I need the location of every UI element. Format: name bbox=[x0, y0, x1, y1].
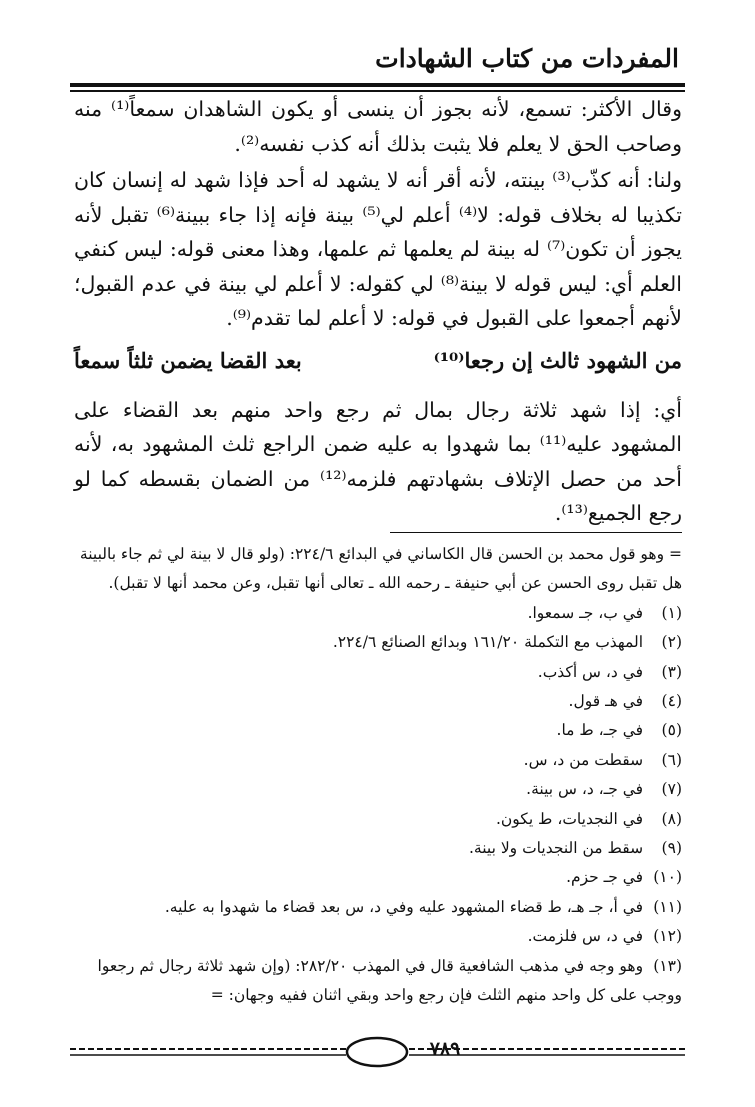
footnote-item bbox=[74, 834, 682, 863]
footnote-text: في جـ حزم. bbox=[566, 868, 644, 887]
paragraph-1: وقال الأكثر: تسمع، لأنه بجوز أن ينسى أو يكون الشاهدان سمعاً⁽¹⁾ منه وصاحب الحق لا يعلم فلا يثبت بذلك أنه كذب نفسه⁽²⁾. bbox=[74, 97, 682, 156]
footnote-item bbox=[74, 716, 682, 745]
verse-first-hemistich: من الشهود ثالث إن رجعا⁽¹⁰⁾ bbox=[433, 347, 682, 373]
footnote-text: في د، س أكذب. bbox=[537, 662, 644, 681]
footnote-text: في النجديات، ط يكون. bbox=[495, 809, 644, 828]
main-text bbox=[74, 92, 682, 531]
footnote-number: (١٢) bbox=[653, 927, 682, 946]
footnote-number: (٥) bbox=[661, 721, 682, 740]
page-number: ٧٨٩ bbox=[429, 1038, 461, 1060]
running-header-title: المفردات من كتاب الشهادات bbox=[375, 44, 679, 73]
footnote-item bbox=[74, 922, 682, 951]
paragraph-2: ولنا: أنه كذّب⁽³⁾ بينته، لأنه أقر أنه لا يشهد له أحد فإذا شهد له إنسان كان تكذيبا له بخلاف قوله: لا⁽⁴⁾ أعلم لي⁽⁵⁾ بينة فإنه إذا جاء ببينة⁽⁶⁾ تقبل لأنه يجوز أن تكون⁽⁷⁾ له بينة لم يعلمها ثم علمها، وهذا معنى قوله: ليس كنفي العلم أي: ليس قوله لا بينة⁽⁸⁾ لي كقوله: لا أعلم لي بينة في عدم القبول؛ لأنهم أجمعوا على القبول في قوله: لا أعلم لما تقدم⁽⁹⁾. bbox=[74, 168, 682, 330]
verse-second-hemistich: بعد القضا يضمن ثلثاً سمعاً bbox=[74, 347, 302, 373]
footnote-item bbox=[74, 863, 682, 892]
poem-verse bbox=[74, 344, 682, 378]
footnote-text: وهو وجه في مذهب الشافعية قال في المهذب ٢٨٢/٢٠: (وإن شهد ثلاثة رجال ثم رجعوا ووجب على كل واحد منهم الثلث فإن رجع واحد وبقي اثنان ففيه وجهان: = bbox=[97, 956, 682, 1005]
footnote-item bbox=[74, 805, 682, 834]
footnote-text: المهذب مع التكملة ١٦١/٢٠ وبدائع الصنائع ٢٢٤/٦. bbox=[332, 633, 644, 652]
footnote-number: (١) bbox=[661, 603, 682, 622]
footnote-number: (٤) bbox=[661, 692, 682, 711]
footnote-item bbox=[74, 893, 682, 922]
footnote-item bbox=[74, 599, 682, 628]
footnote-text: سقط من النجديات ولا بينة. bbox=[469, 839, 644, 858]
footnote-text: في جـ، ط ما. bbox=[556, 721, 644, 740]
footnote-item bbox=[74, 952, 682, 1011]
footnote-text: في هـ قول. bbox=[568, 692, 644, 711]
footnote-item bbox=[74, 775, 682, 804]
footnote-number: (١٠) bbox=[653, 868, 682, 887]
footer-ornament bbox=[70, 1034, 685, 1074]
footnote-number: (٩) bbox=[661, 839, 682, 858]
footnote-number: (١٣) bbox=[653, 956, 682, 975]
footnote-item bbox=[74, 628, 682, 657]
footnote-number: (١١) bbox=[653, 897, 682, 916]
footnote-text: في جـ، د، س بينة. bbox=[526, 780, 644, 799]
footnotes bbox=[74, 540, 682, 1011]
footnote-item bbox=[74, 746, 682, 775]
footnote-list bbox=[74, 599, 682, 1011]
footnote-number: (٣) bbox=[661, 662, 682, 681]
footnote-continuation: = وهو قول محمد بن الحسن قال الكاساني في البدائع ٢٢٤/٦: (ولو قال لا بينة لي ثم جاء بالبينة هل تقبل روى الحسن عن أبي حنيفة ـ رحمه الله ـ تعالى أنها تقبل، وعن محمد أنها لا تقبل). bbox=[79, 545, 682, 593]
footnote-number: (٧) bbox=[661, 780, 682, 799]
page-footer bbox=[70, 1034, 685, 1074]
footnote-number: (٢) bbox=[661, 633, 682, 652]
footnote-item bbox=[74, 687, 682, 716]
footnote-text: في د، س فلزمت. bbox=[527, 927, 644, 946]
footnote-item bbox=[74, 658, 682, 687]
paragraph-3: أي: إذا شهد ثلاثة رجال بمال ثم رجع واحد منهم بعد القضاء على المشهود عليه⁽¹¹⁾ بما شهدوا به عليه ضمن الراجع ثلث المشهود به، لأنه أحد من حصل الإتلاف بشهادتهم فلزمه⁽¹²⁾ من الضمان بقسطه كما لو رجع الجميع⁽¹³⁾. bbox=[74, 397, 683, 525]
header-rule-thick bbox=[70, 83, 685, 87]
footnote-number: (٦) bbox=[661, 750, 682, 769]
footnote-separator bbox=[390, 532, 682, 533]
footnote-text: سقطت من د، س. bbox=[523, 750, 644, 769]
footnote-text: في ب، جـ سمعوا. bbox=[527, 603, 644, 622]
footnote-text: في أ، جـ هـ، ط قضاء المشهود عليه وفي د، س بعد قضاء ما شهدوا به عليه. bbox=[164, 897, 644, 916]
footnote-number: (٨) bbox=[661, 809, 682, 828]
